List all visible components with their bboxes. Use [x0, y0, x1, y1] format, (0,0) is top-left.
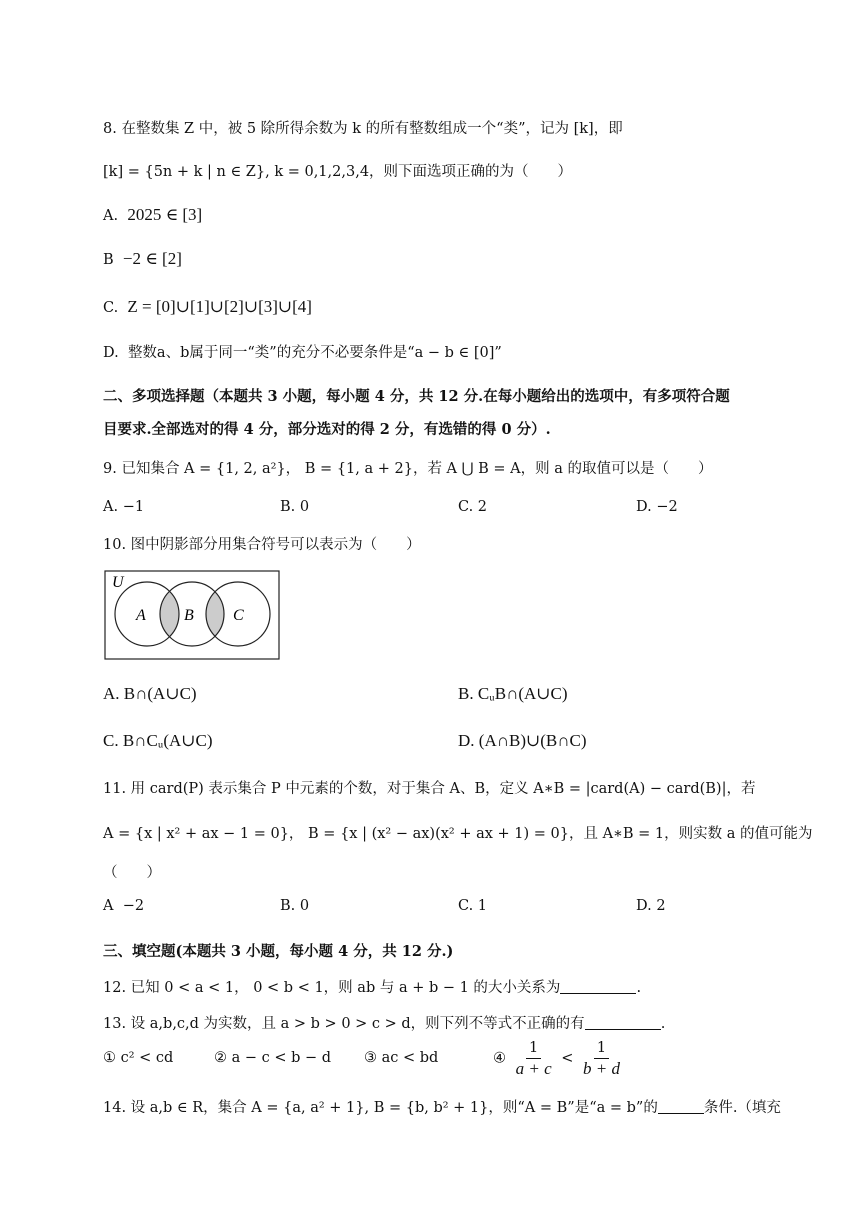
q8-option-d: [103, 341, 502, 362]
q8-option-c-letter: C.: [103, 300, 119, 316]
q11-option-a-letter: A: [103, 898, 114, 914]
q9-option-d: D. −2: [636, 499, 678, 515]
q13-item-4-numerator-2: 1: [594, 1038, 609, 1059]
q13-end: .: [660, 1016, 666, 1032]
q8-line2: [k] = {5n + k | n ∈ Z}, k = 0,1,2,3,4，则下面选项正确的为（ ）: [103, 164, 573, 180]
q14-answer-blank[interactable]: [658, 1099, 704, 1114]
q13-answer-blank[interactable]: [585, 1015, 661, 1030]
q11-option-c: C. 1: [458, 898, 488, 914]
q12: [103, 976, 641, 997]
q8-option-c: [103, 297, 312, 317]
q8-option-b-text: −2 ∈ [2]: [122, 249, 182, 268]
venn-label-a: A: [136, 607, 146, 624]
q8-option-b: [103, 249, 182, 269]
q13-item-1: ① c² < cd: [103, 1050, 174, 1066]
q11-line2: A = {x | x² + ax − 1 = 0}， B = {x | (x² − ax)(x² + ax + 1) = 0}，且 A∗B = 1，则实数 a 的值可能为: [103, 826, 813, 842]
q10-option-d: D. (A∩B)∪(B∩C): [458, 731, 587, 750]
q12-end: .: [636, 980, 642, 996]
q11-option-d: D. 2: [636, 898, 666, 914]
q14-end: 条件.（填充: [703, 1100, 781, 1116]
q12-stem: 12. 已知 0 < a < 1， 0 < b < 1，则 ab 与 a + b − 1 的大小关系为: [103, 980, 561, 996]
q8-option-b-letter: B: [103, 252, 114, 268]
venn-label-c: C: [233, 607, 244, 624]
q13-item-4-numerator-1: 1: [526, 1038, 541, 1059]
q14-stem: 14. 设 a,b ∈ R，集合 A = {a, a² + 1}, B = {b, b² + 1}，则“A = B”是“a = b”的: [103, 1100, 658, 1116]
section2-heading-line2: 目要求.全部选对的得 4 分，部分选对的得 2 分，有选错的得 0 分）.: [103, 421, 551, 438]
q8-option-a-text: 2025 ∈ [3]: [127, 205, 203, 224]
q11-option-b: B. 0: [280, 898, 310, 914]
q8-option-a-letter: A.: [103, 208, 119, 224]
q13-item-4-less-than: <: [561, 1050, 574, 1067]
q11-line3: （ ）: [103, 865, 161, 881]
q14: [103, 1096, 781, 1117]
q9-option-c: C. 2: [458, 499, 488, 515]
q10-option-b: B. CᵤB∩(A∪C): [458, 684, 568, 703]
q11-option-a-text: −2: [122, 898, 145, 914]
q8-option-d-text: 整数a、b属于同一“类”的充分不必要条件是“a − b ∈ [0]”: [127, 345, 502, 361]
venn-diagram: [104, 570, 280, 660]
q8-line1: 8. 在整数集 Z 中，被 5 除所得余数为 k 的所有整数组成一个“类”，记为 [k]，即: [103, 121, 623, 137]
venn-label-u: U: [112, 574, 124, 591]
q8-option-a: [103, 205, 202, 225]
q13-item-4-denominator-2: b + d: [583, 1059, 620, 1078]
q11-option-a: [103, 898, 144, 914]
q8-option-d-letter: D.: [103, 345, 119, 361]
venn-label-b: B: [184, 607, 194, 624]
q13-item-4: [493, 1038, 625, 1079]
q13-item-4-denominator-1: a + c: [515, 1059, 552, 1078]
q13-item-4-fraction-2: [580, 1038, 623, 1079]
q13-item-4-fraction-1: [513, 1038, 555, 1079]
q10-option-a: A. B∩(A∪C): [103, 684, 197, 703]
q12-answer-blank[interactable]: [560, 979, 636, 994]
q8-option-c-text: Z = [0]∪[1]∪[2]∪[3]∪[4]: [127, 297, 312, 316]
q13-item-3: ③ ac < bd: [364, 1050, 439, 1066]
q9-option-a: A. −1: [103, 499, 145, 515]
q9-stem: 9. 已知集合 A = {1, 2, a²}， B = {1, a + 2}，若 A ⋃ B = A，则 a 的取值可以是（ ）: [103, 461, 713, 477]
q13-item-2: ② a − c < b − d: [214, 1050, 332, 1066]
q13-item-4-label: ④: [493, 1050, 506, 1067]
q13-stem: 13. 设 a,b,c,d 为实数，且 a > b > 0 > c > d，则下列不等式不正确的有: [103, 1016, 585, 1032]
q13: [103, 1012, 665, 1033]
q10-stem: 10. 图中阴影部分用集合符号可以表示为（ ）: [103, 537, 421, 553]
q11-line1: 11. 用 card(P) 表示集合 P 中元素的个数，对于集合 A、B，定义 A∗B = |card(A) − card(B)|，若: [103, 781, 756, 797]
section2-heading-line1: 二、多项选择题（本题共 3 小题，每小题 4 分，共 12 分.在每小题给出的选项中，有多项符合题: [103, 388, 730, 405]
q9-option-b: B. 0: [280, 499, 310, 515]
q10-option-c: C. B∩Cᵤ(A∪C): [103, 731, 213, 750]
section3-heading: 三、填空题(本题共 3 小题，每小题 4 分，共 12 分.): [103, 943, 454, 960]
